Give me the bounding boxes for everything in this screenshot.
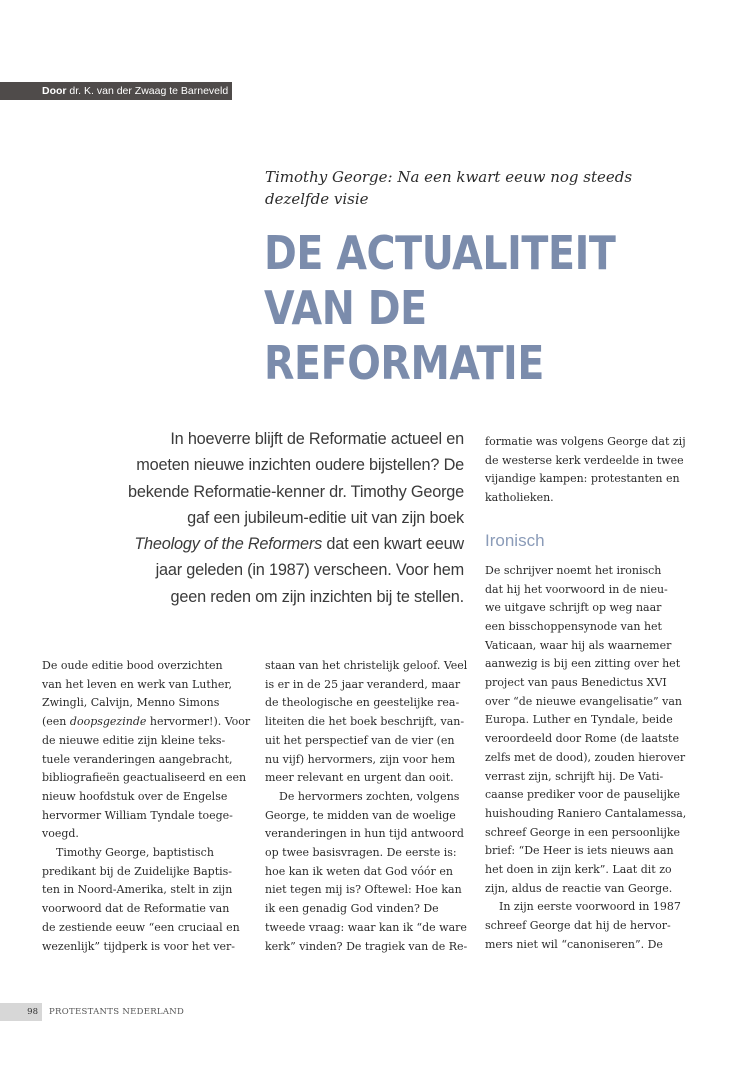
col3-line: aanwezig is bij een zitting over het — [485, 657, 681, 671]
col3-line: schreef George in een persoonlijke — [485, 825, 681, 839]
col3-paragraph-2 — [485, 562, 690, 899]
col3-line: katholieken. — [485, 491, 554, 505]
col1-line: predikant bij de Zuidelijke Baptis- — [42, 864, 233, 878]
col3-line: Europa. Luther en Tyndale, beide — [485, 713, 673, 727]
lead-text-1: In hoeverre blijft de Reformatie actueel en moeten nieuwe inzichten oudere bijstellen? De bekende Reformatie-kenner dr. Timothy George gaf een jubileum-editie uit van zijn boek — [128, 430, 464, 527]
lead-paragraph — [120, 426, 464, 610]
lead-book-title: Theology of the Reformers — [134, 535, 323, 554]
title-line-3: REFORMATIE — [264, 336, 544, 390]
col3-line: project van paus Benedictus XVI — [485, 676, 667, 690]
col1-emphasis: doopsgezinde — [69, 715, 147, 729]
col3-line: huishouding Raniero Cantalamessa, — [485, 806, 687, 820]
col2-line: De hervormers zochten, volgens — [279, 789, 460, 803]
page-footer — [0, 1003, 184, 1021]
title-line-1: DE ACTUALITEIT — [264, 226, 616, 280]
col2-line: liteiten die het boek beschrijft, van- — [265, 715, 465, 729]
col1-paragraph-2 — [42, 844, 242, 956]
col3-line: vijandige kampen: protestanten en — [485, 472, 680, 486]
col2-line: kerk” vinden? De tragiek van de Re- — [265, 939, 468, 953]
body-column-1 — [42, 657, 251, 956]
col1-line: nieuw hoofdstuk over de Engelse — [42, 789, 228, 803]
section-heading: Ironisch — [485, 530, 545, 550]
col3-line: over “de nieuwe evangelisatie” van — [485, 694, 682, 708]
col2-line: George, te midden van de woelige — [265, 808, 456, 822]
col1-line: tuele veranderingen aangebracht, — [42, 752, 233, 766]
col3-paragraph-1 — [485, 433, 690, 508]
col2-line: is er in de 25 jaar veranderd, maar — [265, 677, 461, 691]
col1-line: De oude editie bood overzichten — [42, 659, 223, 672]
col2-line: veranderingen in hun tijd antwoord — [265, 827, 464, 841]
byline — [0, 82, 232, 100]
page-number: 98 — [0, 1003, 42, 1021]
col2-line: staan van het christelijk geloof. Veel — [265, 659, 468, 672]
col1-line: bibliografieën geactualiseerd en een — [42, 771, 247, 785]
col1-line: voorwoord dat de Reformatie van — [42, 902, 230, 916]
col2-line: op twee basisvragen. De eerste is: — [265, 846, 457, 860]
col3-line: de westerse kerk verdeelde in twee — [485, 453, 684, 467]
col1-paragraph-1 — [42, 657, 251, 844]
col2-line: de theologische en geestelijke rea- — [265, 696, 460, 710]
col3-line: verrast zijn, schrijft hij. De Vati- — [485, 769, 664, 783]
col2-line: ik een genadig God vinden? De — [265, 902, 439, 916]
col3-line: een bisschoppensynode van het — [485, 619, 662, 633]
col3-line: schreef George dat hij de hervor- — [485, 919, 671, 933]
col2-line: niet tegen mij is? Oftewel: Hoe kan — [265, 883, 462, 897]
col3-line: mers niet wil “canoniseren”. De — [485, 937, 663, 951]
col2-paragraph-1 — [265, 657, 468, 788]
col3-line: zelfs met de dood), zouden hierover — [485, 750, 686, 764]
col3-line: caanse prediker voor de pauselijke — [485, 788, 681, 802]
col2-paragraph-2 — [265, 788, 468, 956]
body-column-3 — [485, 433, 690, 955]
col1-line — [42, 713, 251, 732]
col3-line: Vaticaan, waar hij als waarnemer — [485, 638, 672, 652]
col2-line: uit het perspectief van de vier (en — [265, 733, 455, 747]
col3-line: De schrijver noemt het ironisch — [485, 563, 662, 577]
col1-line: Timothy George, baptistisch — [56, 846, 214, 860]
col2-line: meer relevant en urgent dan ooit. — [265, 771, 454, 785]
col3-line: brief: “De Heer is iets nieuws aan — [485, 844, 674, 858]
col3-line: we uitgave schrijft op weg naar — [485, 601, 662, 615]
article-title — [264, 226, 625, 391]
byline-prefix: Door — [42, 85, 67, 97]
col2-line: nu vijf) hervormers, zijn voor hem — [265, 752, 455, 766]
col1-line: de zestiende eeuw “een cruciaal en — [42, 920, 240, 934]
col2-line: tweede vraag: waar kan ik “de ware — [265, 920, 467, 934]
title-line-2: VAN DE — [264, 281, 427, 335]
body-column-2 — [265, 657, 468, 956]
article-subtitle: Timothy George: Na een kwart eeuw nog steeds dezelfde visie — [265, 168, 633, 208]
byline-author: dr. K. van der Zwaag te Barneveld — [69, 85, 229, 97]
col3-line: dat hij het voorwoord in de nieu- — [485, 582, 668, 596]
magazine-name: PROTESTANTS NEDERLAND — [49, 1007, 185, 1017]
col2-line: hoe kan ik weten dat God vóór en — [265, 864, 453, 878]
col1-text: hervormer!). Voor — [146, 715, 251, 729]
col3-line: zijn, aldus de reactie van George. — [485, 881, 673, 895]
col3-line: veroordeeld door Rome (de laatste — [485, 732, 679, 746]
col1-line: de nieuwe editie zijn kleine teks- — [42, 733, 226, 747]
col3-paragraph-3 — [485, 898, 690, 954]
col1-line: voegd. — [42, 827, 79, 841]
col3-line: formatie was volgens George dat zij — [485, 435, 686, 448]
col1-line: Zwingli, Calvijn, Menno Simons — [42, 696, 220, 710]
lead-text-2: dat een kwart eeuw jaar geleden (in 1987) verscheen. Voor hem geen reden om zijn inzichten bij te stellen. — [155, 535, 464, 606]
col1-text: (een — [42, 715, 70, 729]
col3-line: In zijn eerste voorwoord in 1987 — [499, 900, 681, 914]
col1-line: wezenlijk” tijdperk is voor het ver- — [42, 939, 235, 953]
col1-line: van het leven en werk van Luther, — [42, 677, 232, 691]
col1-line: hervormer William Tyndale toege- — [42, 808, 233, 822]
col3-line: het doen in zijn kerk”. Laat dit zo — [485, 863, 672, 877]
col1-line: ten in Noord-Amerika, stelt in zijn — [42, 883, 233, 897]
